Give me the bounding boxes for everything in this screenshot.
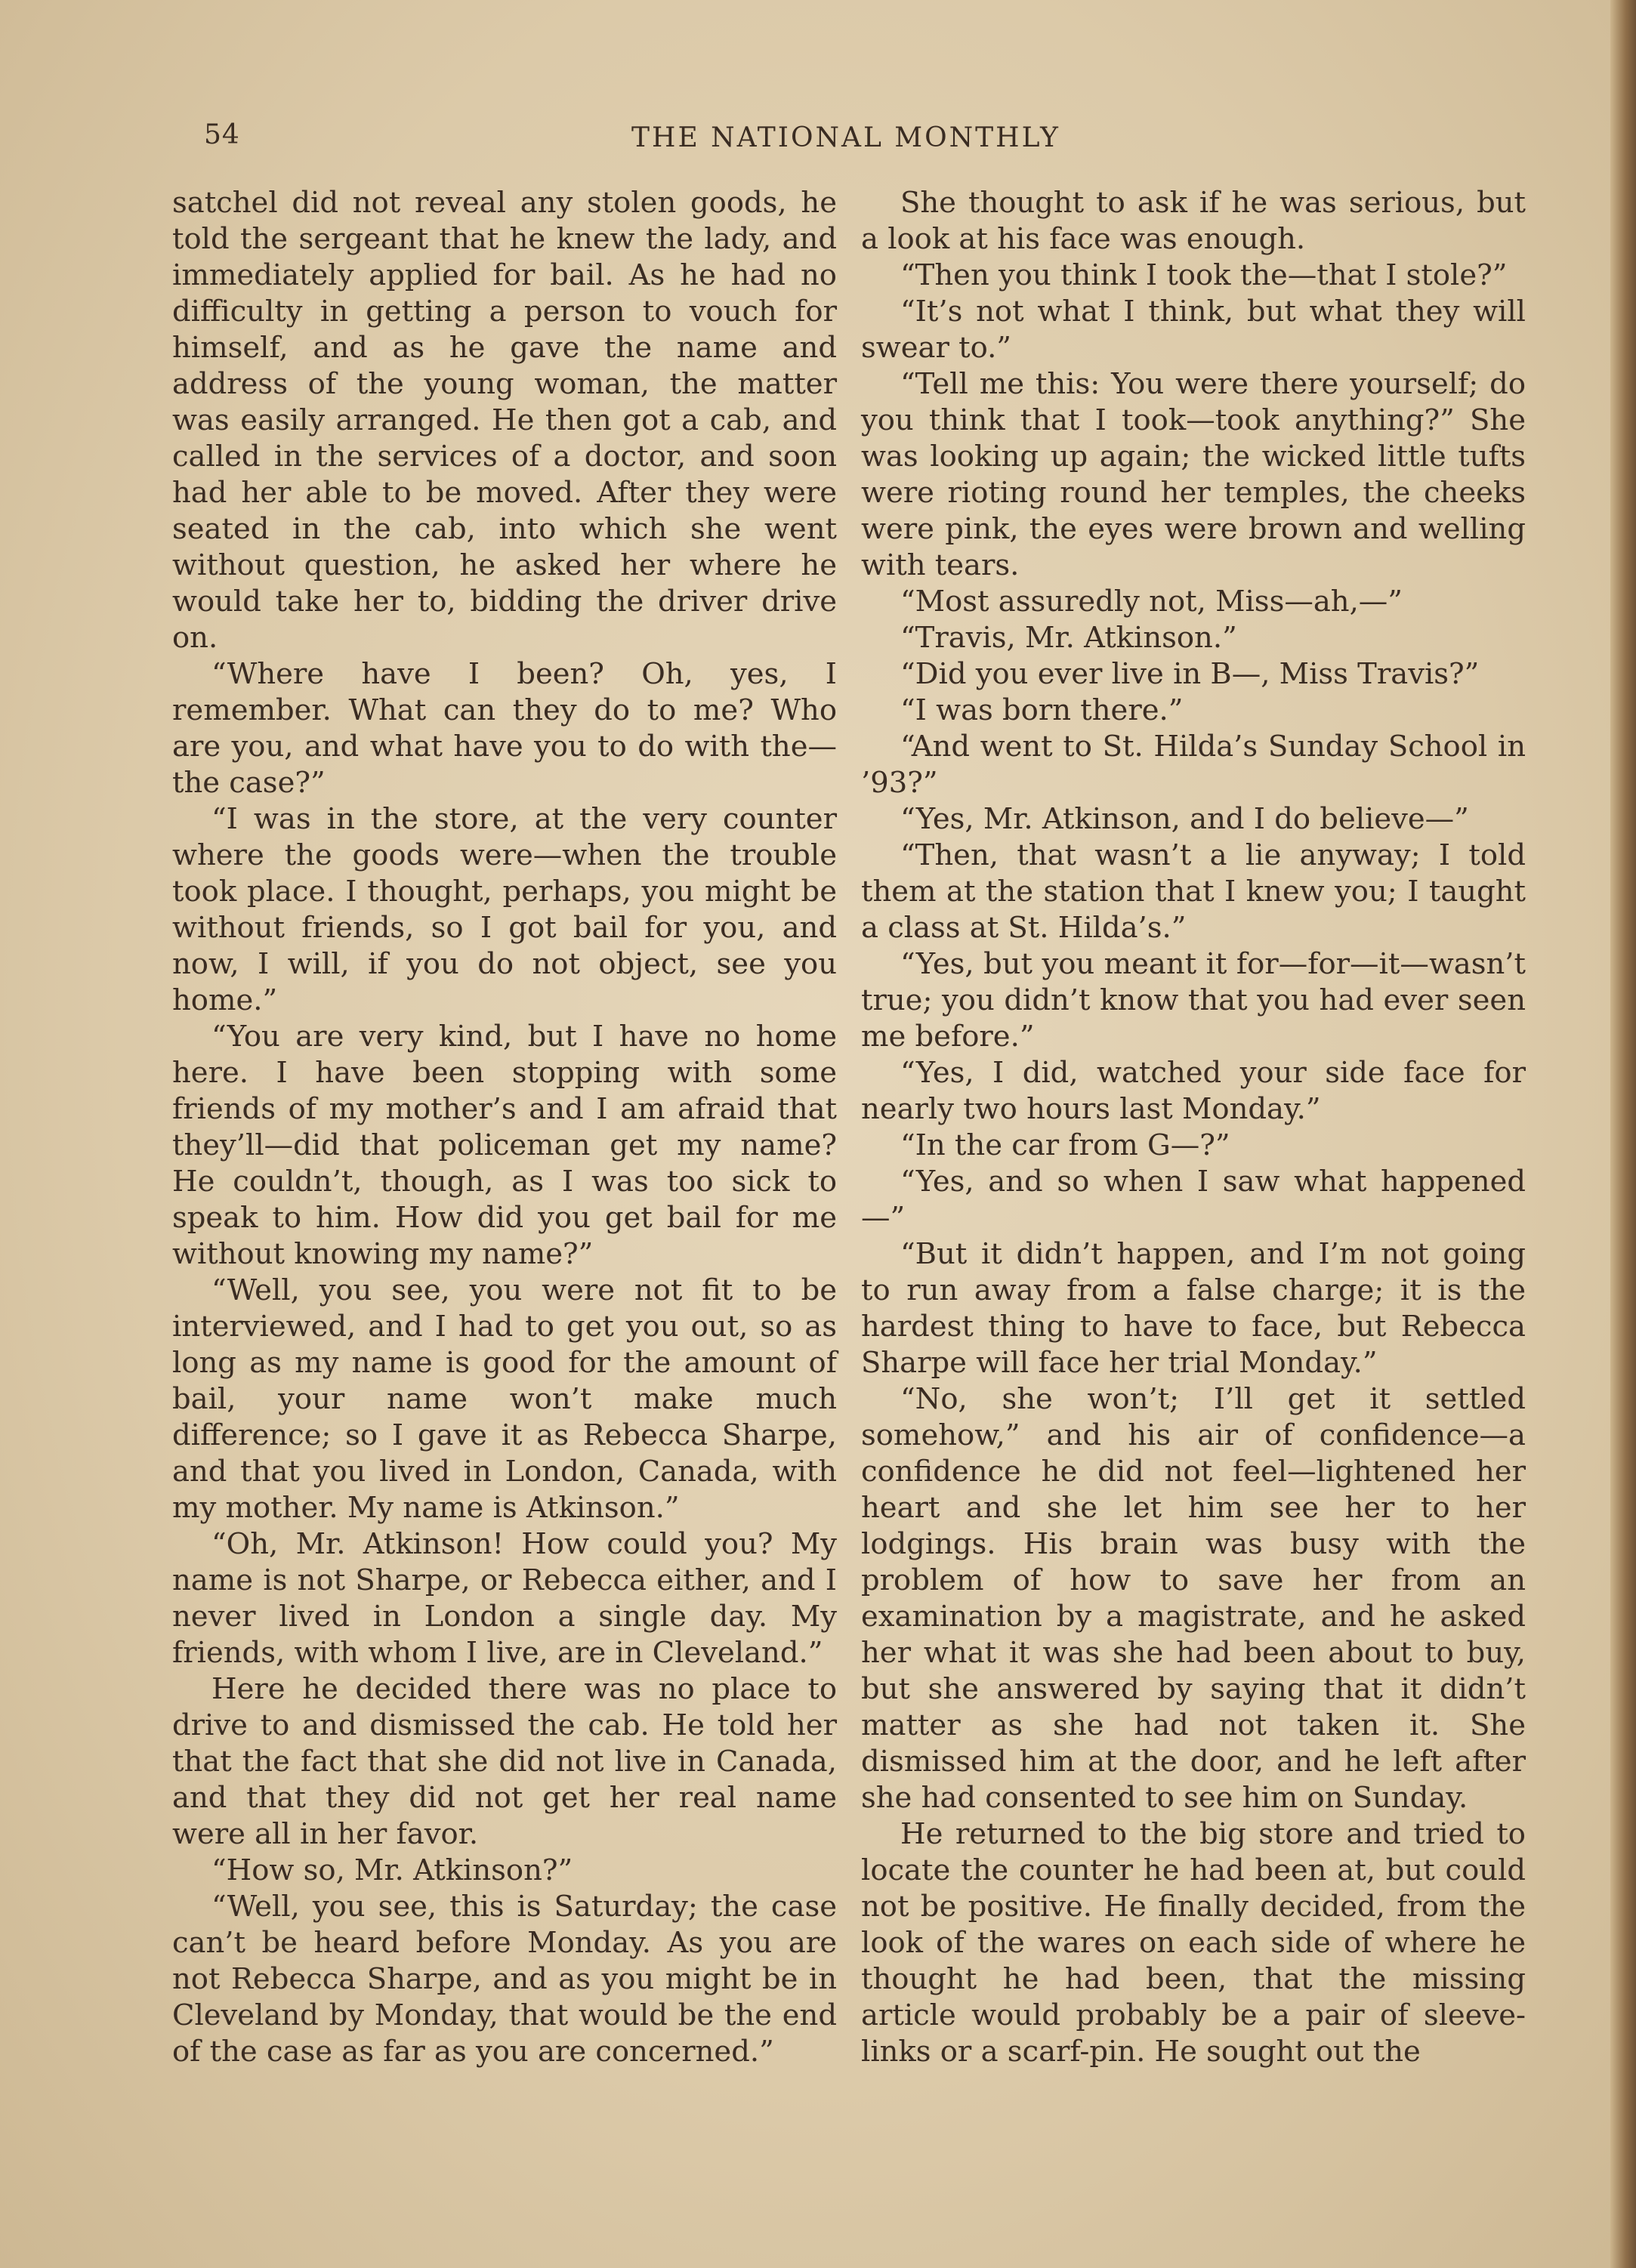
paragraph: “I was born there.”	[900, 693, 1184, 727]
paragraph: “Travis, Mr. Atkinson.”	[900, 621, 1237, 655]
paragraph: “Well, you see, you were not fit to be interviewed, and I had to get you out, so as long as my name is good for the amount of bail, your name won’t make much difference; so I gave it as Rebecca Sharpe, and that you lived in London, Canada, with my mother. My name is Atkinson.”	[172, 1273, 837, 1525]
left-column	[172, 185, 837, 2070]
paragraph: “In the car from G—?”	[900, 1128, 1230, 1162]
paragraph: “How so, Mr. Atkinson?”	[211, 1853, 573, 1887]
paragraph: “Oh, Mr. Atkinson! How could you? My name is not Sharpe, or Rebecca either, and I never lived in London a single day. My friends, with whom I live, are in Cleveland.”	[172, 1527, 837, 1670]
paragraph: He returned to the big store and tried to locate the counter he had been at, but could not be positive. He finally decided, from the look of the wares on each side of where he thought he had been, that the missing article would probably be a pair of sleeve-links or a scarf-pin. He sought out the	[861, 1817, 1526, 2069]
paragraph: “Then you think I took the—that I stole?”	[900, 258, 1508, 292]
paragraph: “I was in the store, at the very counter where the goods were—when the trouble took place. I thought, perhaps, you might be without friends, so I got bail for you, and now, I will, if you do not object, see you home.”	[172, 802, 837, 1017]
paragraph: “Where have I been? Oh, yes, I remember. What can they do to me? Who are you, and what have you to do with the—the case?”	[172, 657, 837, 800]
paragraph: “Tell me this: You were there yourself; do you think that I took—took anything?” She was looking up again; the wicked little tufts were rioting round her temples, the cheeks were pink, the eyes were brown and welling with tears.	[861, 367, 1526, 582]
paragraph: “Yes, Mr. Atkinson, and I do believe—”	[900, 802, 1469, 836]
paragraph: “Then, that wasn’t a lie anyway; I told them at the station that I knew you; I taught a class at St. Hilda’s.”	[861, 838, 1526, 945]
paragraph: “Yes, and so when I saw what happened—”	[861, 1165, 1526, 1235]
paragraph: Here he decided there was no place to drive to and dismissed the cab. He told her that the fact that she did not live in Canada, and that they did not get her real name were all in her favor.	[172, 1672, 837, 1851]
paragraph: “Yes, but you meant it for—for—it—wasn’t true; you didn’t know that you had ever seen me before.”	[861, 947, 1526, 1054]
page-number: 54	[204, 119, 240, 150]
page-header	[204, 119, 1488, 165]
paragraph: “Well, you see, this is Saturday; the case can’t be heard before Monday. As you are not Rebecca Sharpe, and as you might be in Cleveland by Monday, that would be the end of the case as far as you are concerned.”	[172, 1890, 837, 2069]
paragraph: “It’s not what I think, but what they will swear to.”	[861, 295, 1526, 365]
running-title: THE NATIONAL MONTHLY	[631, 122, 1060, 153]
paragraph: “And went to St. Hilda’s Sunday School in ’93?”	[861, 730, 1526, 800]
paragraph: She thought to ask if he was serious, but a look at his face was enough.	[861, 186, 1526, 256]
right-column	[861, 185, 1526, 2070]
paragraph: “Did you ever live in B—, Miss Travis?”	[900, 657, 1480, 691]
paragraph: “You are very kind, but I have no home here. I have been stopping with some friends of my mother’s and I am afraid that they’ll—did that policeman get my name? He couldn’t, though, as I was too sick to speak to him. How did you get bail for me without knowing my name?”	[172, 1020, 837, 1271]
paragraph: “No, she won’t; I’ll get it settled somehow,” and his air of confidence—a confidence he did not feel—lightened her heart and she let him see her to her lodgings. His brain was busy with the problem of how to save her from an examination by a magistrate, and he asked her what it was she had been about to buy, but she answered by saying that it didn’t matter as she had not taken it. She dismissed him at the door, and he left after she had consented to see him on Sunday.	[861, 1382, 1526, 1815]
paragraph: “Most assuredly not, Miss—ah,—”	[900, 585, 1403, 619]
binding-edge	[1610, 0, 1636, 2268]
paragraph: “Yes, I did, watched your side face for nearly two hours last Monday.”	[861, 1056, 1526, 1126]
paragraph: satchel did not reveal any stolen goods, he told the sergeant that he knew the lady, and immediately applied for bail. As he had no difficulty in getting a person to vouch for himself, and as he gave the name and address of the young woman, the matter was easily arranged. He then got a cab, and called in the services of a doctor, and soon had her able to be moved. After they were seated in the cab, into which she went without question, he asked her where he would take her to, bidding the driver drive on.	[172, 186, 837, 655]
paragraph: “But it didn’t happen, and I’m not going to run away from a false charge; it is the hardest thing to have to face, but Rebecca Sharpe will face her trial Monday.”	[861, 1237, 1526, 1380]
